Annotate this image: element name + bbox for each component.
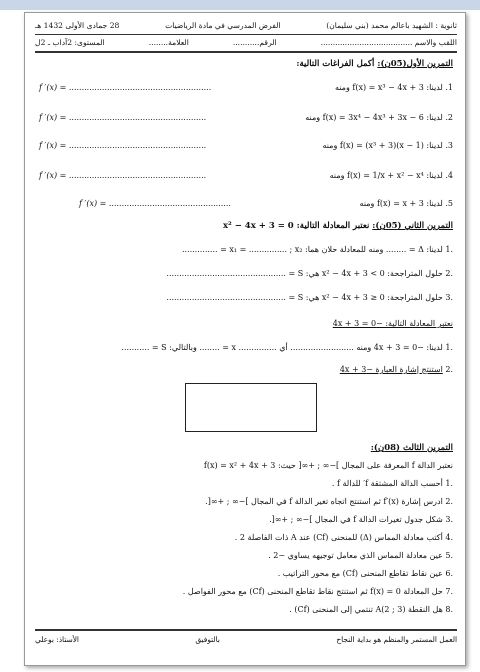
ex3-item-1 — [39, 479, 453, 493]
ex1-item-1-text: 1. لدينا: f(x) = x³ − 4x + 3 ومنه — [334, 83, 453, 92]
window-top-bar — [0, 0, 480, 10]
ex2-q1 — [39, 245, 453, 259]
ex1-item-2-answer: f ′(x) = ...................................................... — [39, 113, 207, 122]
ex2-q1-text: .1 لدينا: Δ = ........ ومنه للمعادلة حلان هما: x₁ = ............... ; x₂ = .............. — [181, 245, 453, 254]
ex3-item-8 — [39, 605, 453, 619]
exam-title: الفرض المدرسي في مادة الرياضيات — [165, 21, 281, 30]
ex1-item-2 — [39, 113, 453, 127]
ex2-intro-2-text: نعتبر المعادلة التالية: −4x + 3 = 0 — [332, 319, 453, 328]
ex3-item-3-text: .3 شكل جدول تغيرات الدالة f في المجال ]−∞ ; +∞[. — [269, 515, 453, 524]
ex3-item-6 — [39, 569, 453, 583]
footer — [35, 635, 457, 644]
ex2-q2-text: .2 حلول المتراجحة: x² − 4x + 3 < 0 هي: S = ............................................... — [166, 269, 453, 278]
header-divider — [35, 34, 457, 35]
ex1-item-5-answer: f ′(x) = ................................................ — [79, 199, 231, 208]
exercise-1-title: التمرين الأول(05ن): — [377, 59, 453, 69]
exercise-3-heading — [371, 443, 453, 453]
ex1-item-3 — [39, 141, 453, 155]
ex1-item-4-text: 4. لدينا: f(x) = 1/x + x² − x⁴ ومنه — [329, 171, 453, 180]
ex3-item-1-text: .1 أحسب الدالة المشتقة f′ للدالة f . — [331, 479, 453, 488]
ex2-q3-text: .3 حلول المتراجحة: x² − 4x + 3 ≥ 0 هي: S = ............................................... — [166, 293, 453, 302]
document-page — [24, 12, 466, 666]
ex3-item-3 — [39, 515, 453, 529]
ex1-item-4 — [39, 171, 453, 185]
ex2-q2 — [39, 269, 453, 283]
header-line-2 — [35, 38, 457, 47]
header-divider-thick — [35, 51, 457, 53]
ex2-intro-2 — [39, 319, 453, 333]
header-line-1 — [35, 21, 457, 30]
exercise-2-heading — [223, 221, 453, 231]
ex1-item-1 — [39, 83, 453, 97]
ex3-item-2 — [39, 497, 453, 511]
exercise-3-title: التمرين الثالث (08ن): — [370, 443, 453, 453]
footer-good-luck: بالتوفيق — [195, 635, 220, 644]
ex1-item-1-answer: f ′(x) = ........................................................ — [39, 83, 212, 92]
ex3-item-4-text: .4 أكتب معادلة المماس (Δ) للمنحنى (Cf) عند A ذات الفاصلة 2 . — [234, 533, 453, 542]
level-label: المستوى: 2آداب ـ 2ل — [35, 38, 105, 47]
ex2-q5 — [39, 365, 453, 379]
exercise-1-heading — [296, 59, 453, 69]
ex2-q4 — [39, 343, 453, 357]
ex3-item-7 — [39, 587, 453, 601]
ex2-q3 — [39, 293, 453, 307]
ex1-item-2-text: 2. لدينا: f(x) = 3x⁴ − 4x³ + 3x − 6 ومنه — [305, 113, 453, 122]
ex3-item-5-text: .5 عين معادلة المماس الذي معامل توجيهه يساوي −2 . — [268, 551, 453, 560]
exercise-1-instruction: أكمل الفراغات التالية: — [296, 59, 375, 69]
ex1-item-4-answer: f ′(x) = ...................................................... — [39, 171, 207, 180]
sign-table-box — [185, 383, 317, 432]
ex3-intro-text: نعتبر الدالة f المعرفة على المجال ]−∞ ; +∞[ حيث: f(x) = x² + 4x + 3 — [203, 461, 453, 470]
ex3-intro — [39, 461, 453, 475]
ex1-item-5-text: 5. لدينا: f(x) = x + 3 ومنه — [359, 199, 453, 208]
exercise-2-title: التمرين الثاني (05ن): — [372, 221, 453, 231]
ex1-item-3-answer: f ′(x) = ...................................................... — [39, 141, 207, 150]
ex3-item-6-text: .6 عين نقاط تقاطع المنحنى (Cf) مع محور التراتيب . — [277, 569, 453, 578]
ex2-q5-text: .2 استنتج إشارة العبارة −4x + 3 — [339, 365, 453, 374]
footer-motto: العمل المستمر والمنظم هو بداية النجاح — [336, 635, 457, 644]
school-name: ثانوية : الشهيد باعالم محمد (بني سليمان) — [326, 21, 457, 30]
ex1-item-3-text: 3. لدينا: f(x) = (x³ + 3)(x − 1) ومنه — [322, 141, 453, 150]
number-field-label: الرقم........... — [232, 38, 277, 47]
ex1-item-5 — [39, 199, 453, 213]
name-field-label: اللقب والاسم ...................................... — [320, 38, 457, 47]
ex3-item-5 — [39, 551, 453, 565]
footer-divider — [35, 629, 457, 631]
grade-field-label: العلامة........ — [148, 38, 189, 47]
ex3-item-8-text: .8 هل النقطة A(2 ; 3) تنتمي إلى المنحنى (Cf) . — [289, 605, 453, 614]
ex2-q4-text: .1 لدينا: −4x + 3 = 0 ومنه ......................... أي ............... x = ........ وبالتالي: S = ........... — [121, 343, 453, 352]
ex3-item-4 — [39, 533, 453, 547]
ex3-item-7-text: .7 حل المعادلة f(x) = 0 ثم استنتج نقاط تقاطع المنحنى (Cf) مع محور الفواصل . — [182, 587, 453, 596]
footer-teacher: الأستاذ: بوعلي — [35, 635, 79, 644]
exercise-2-instruction: نعتبر المعادلة التالية: x² − 4x + 3 = 0 — [222, 221, 370, 231]
exam-date: 28 جمادى الأولى 1432 هـ — [35, 21, 120, 30]
ex3-item-2-text: .2 ادرس إشارة f′(x) ثم استنتج اتجاه تغير الدالة f في المجال ]−∞ ; +∞[. — [205, 497, 453, 506]
